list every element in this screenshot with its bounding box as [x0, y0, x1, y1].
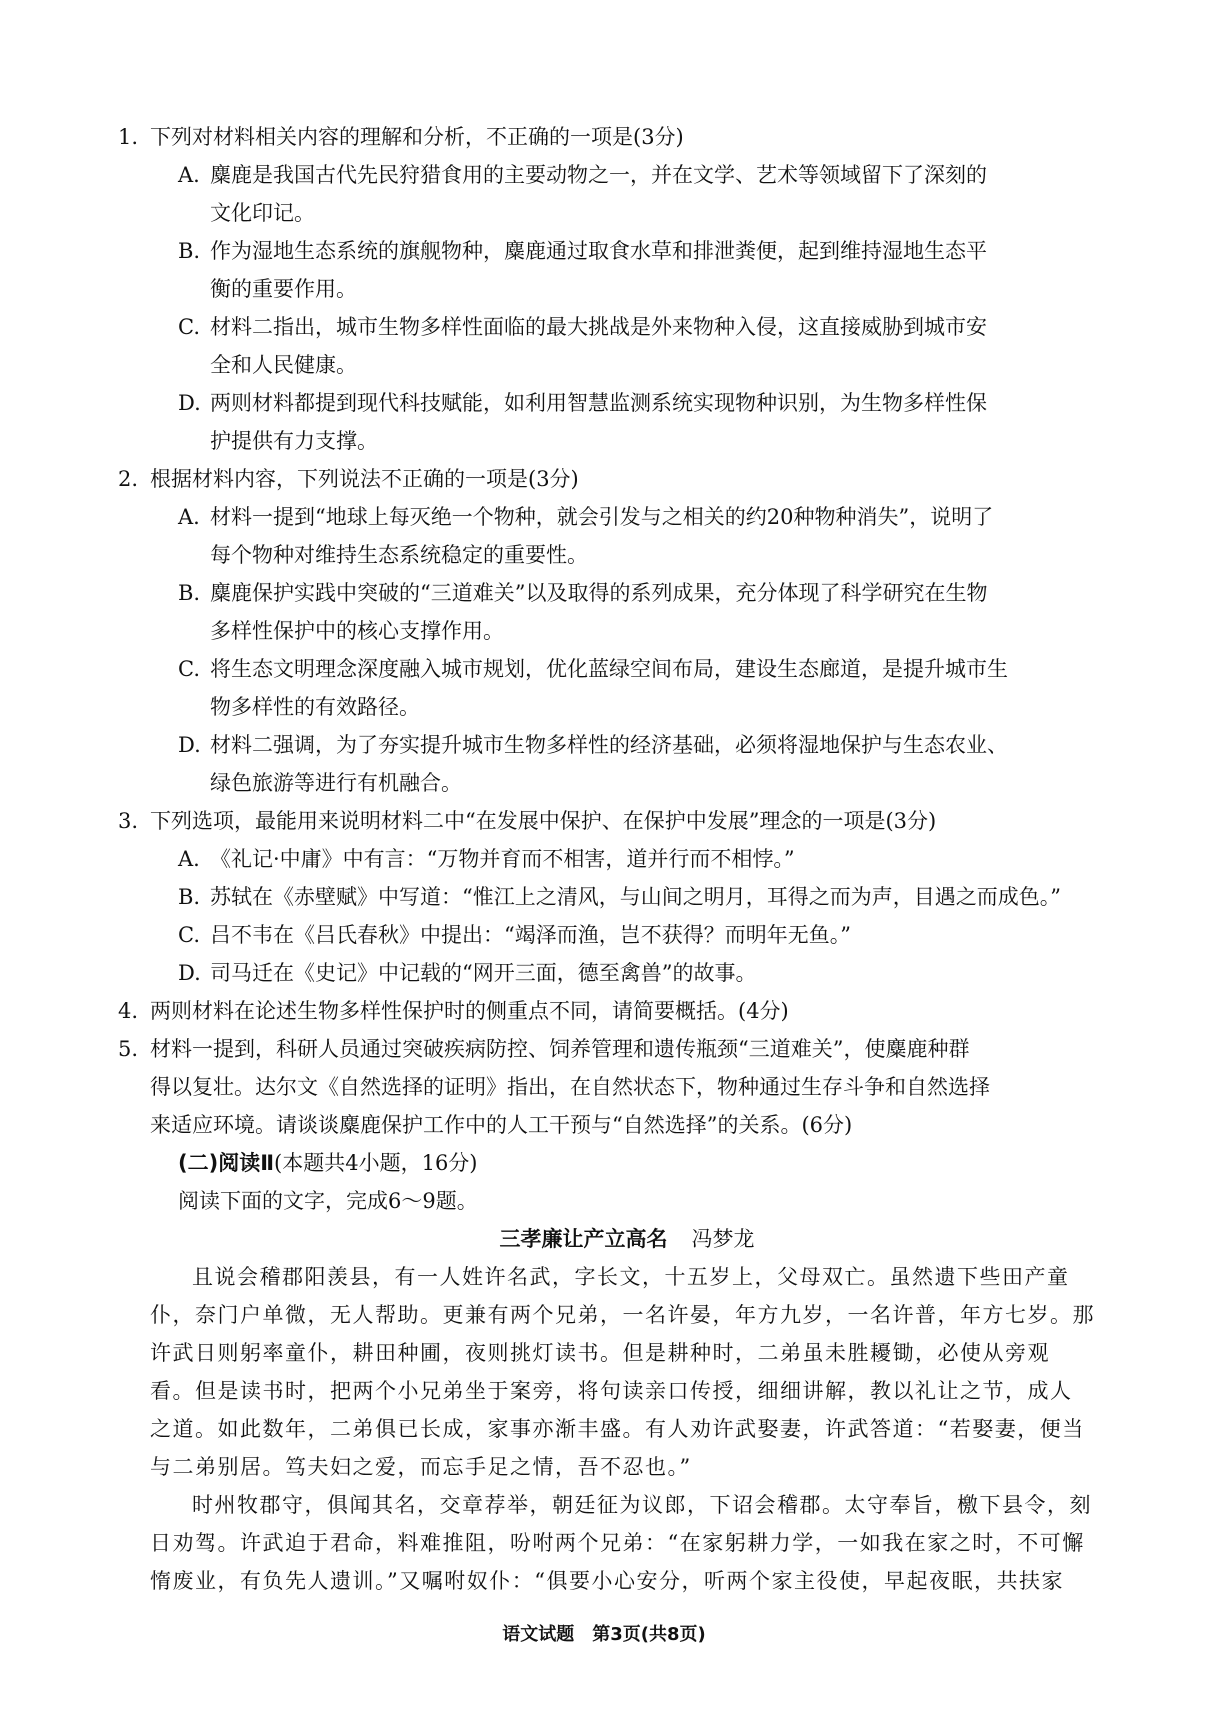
question-number: 4. — [118, 999, 139, 1023]
text-line: 看。但是读书时，把两个小兄弟坐于案旁，将句读亲口传授，细细讲解，教以礼让之节，成人 — [150, 1379, 1073, 1403]
question-5 — [118, 1030, 1104, 1144]
story-author: 冯梦龙 — [691, 1227, 755, 1251]
text-line: 仆，奈门户单微，无人帮助。更兼有两个兄弟，一名许晏，年方九岁，一名许普，年方七岁。那 — [150, 1303, 1095, 1327]
section-heading — [178, 1144, 1104, 1182]
text-line: 许武日则躬率童仆，耕田种圃，夜则挑灯读书。但是耕种时，二弟虽未胜耰锄，必使从旁观 — [150, 1341, 1050, 1365]
reading-instruction: 阅读下面的文字，完成6～9题。 — [178, 1189, 478, 1213]
option-a: A. 材料一提到“地球上每灭绝一个物种，就会引发与之相关的约20种物种消失”，说明了 每个物种对维持生态系统稳定的重要性。 — [178, 505, 994, 567]
question-stem: 根据材料内容，下列说法不正确的一项是(3分) — [150, 467, 579, 491]
option-c: C. 材料二指出，城市生物多样性面临的最大挑战是外来物种入侵，这直接威胁到城市安 全和人民健康。 — [178, 315, 987, 377]
text-line: 与二弟别居。笃夫妇之爱，而忘手足之情，吾不忍也。” — [150, 1455, 692, 1479]
text-line: 时州牧郡守，俱闻其名，交章荐举，朝廷征为议郎，下诏会稽郡。太守奉旨，檄下县令，刻 — [192, 1493, 1092, 1517]
page-footer: 语文试题 第3页(共8页) — [502, 1624, 706, 1645]
text-line: 惰废业，有负先人遗训。”又嘱咐奴仆：“俱要小心安分，听两个家主役使，早起夜眠，共扶家 — [150, 1569, 1064, 1593]
story-heading — [150, 1220, 1104, 1258]
question-4 — [118, 992, 1104, 1030]
section-label: (二)阅读Ⅱ — [178, 1151, 275, 1175]
option-b: B. 苏轼在《赤壁赋》中写道：“惟江上之清风，与山间之明月，耳得之而为声，目遇之而成色。” — [178, 885, 1061, 909]
section-info: (本题共4小题，16分) — [274, 1151, 478, 1175]
story-paragraph-1 — [150, 1258, 1104, 1486]
option-c: C. 将生态文明理念深度融入城市规划，优化蓝绿空间布局，建设生态廊道，是提升城市生 物多样性的有效路径。 — [178, 657, 1008, 719]
text-line: 且说会稽郡阳羡县，有一人姓许名武，字长文，十五岁上，父母双亡。虽然遗下些田产童 — [192, 1265, 1070, 1289]
question-stem: 两则材料在论述生物多样性保护时的侧重点不同，请简要概括。(4分) — [150, 999, 789, 1023]
text-line: 之道。如此数年，二弟俱已长成，家事亦渐丰盛。有人劝许武娶妻，许武答道：“若娶妻，便当 — [150, 1417, 1085, 1441]
option-d: D. 材料二强调，为了夯实提升城市生物多样性的经济基础，必须将湿地保护与生态农业、 绿色旅游等进行有机融合。 — [178, 733, 1008, 795]
option-a: A. 《礼记·中庸》中有言：“万物并育而不相害，道并行而不相悖。” — [178, 847, 795, 871]
question-number: 2. — [118, 467, 139, 491]
question-stem: 下列选项，最能用来说明材料二中“在发展中保护、在保护中发展”理念的一项是(3分) — [150, 809, 937, 833]
question-2 — [118, 460, 1104, 802]
option-a: A. 麋鹿是我国古代先民狩猎食用的主要动物之一，并在文学、艺术等领域留下了深刻的 文化印记。 — [178, 163, 987, 225]
option-c: C. 吕不韦在《吕氏春秋》中提出：“竭泽而渔，岂不获得？而明年无鱼。” — [178, 923, 851, 947]
question-3 — [118, 802, 1104, 992]
question-number: 3. — [118, 809, 139, 833]
option-d: D. 两则材料都提到现代科技赋能，如利用智慧监测系统实现物种识别，为生物多样性保 护提供有力支撑。 — [178, 391, 987, 453]
question-number: 1. — [118, 125, 139, 149]
question-stem-line: 来适应环境。请谈谈麋鹿保护工作中的人工干预与“自然选择”的关系。(6分) — [150, 1113, 853, 1137]
question-stem: 下列对材料相关内容的理解和分析，不正确的一项是(3分) — [150, 125, 684, 149]
option-b: B. 作为湿地生态系统的旗舰物种，麋鹿通过取食水草和排泄粪便，起到维持湿地生态平 衡的重要作用。 — [178, 239, 987, 301]
story-title: 三孝廉让产立高名 — [499, 1227, 668, 1251]
question-number: 5. — [118, 1037, 139, 1061]
story-paragraph-2 — [150, 1486, 1104, 1600]
question-stem-line: 得以复壮。达尔文《自然选择的证明》指出，在自然状态下，物种通过生存斗争和自然选择 — [150, 1075, 990, 1099]
question-stem-line: 材料一提到，科研人员通过突破疾病防控、饲养管理和遗传瓶颈“三道难关”，使麋鹿种群 — [150, 1037, 970, 1061]
option-d: D. 司马迁在《史记》中记载的“网开三面，德至禽兽”的故事。 — [178, 961, 757, 985]
option-b: B. 麋鹿保护实践中突破的“三道难关”以及取得的系列成果，充分体现了科学研究在生物 多样性保护中的核心支撑作用。 — [178, 581, 988, 643]
question-1 — [118, 118, 1104, 460]
text-line: 日劝驾。许武迫于君命，料难推阻，吩咐两个兄弟：“在家躬耕力学，一如我在家之时，不可懈 — [150, 1531, 1085, 1555]
